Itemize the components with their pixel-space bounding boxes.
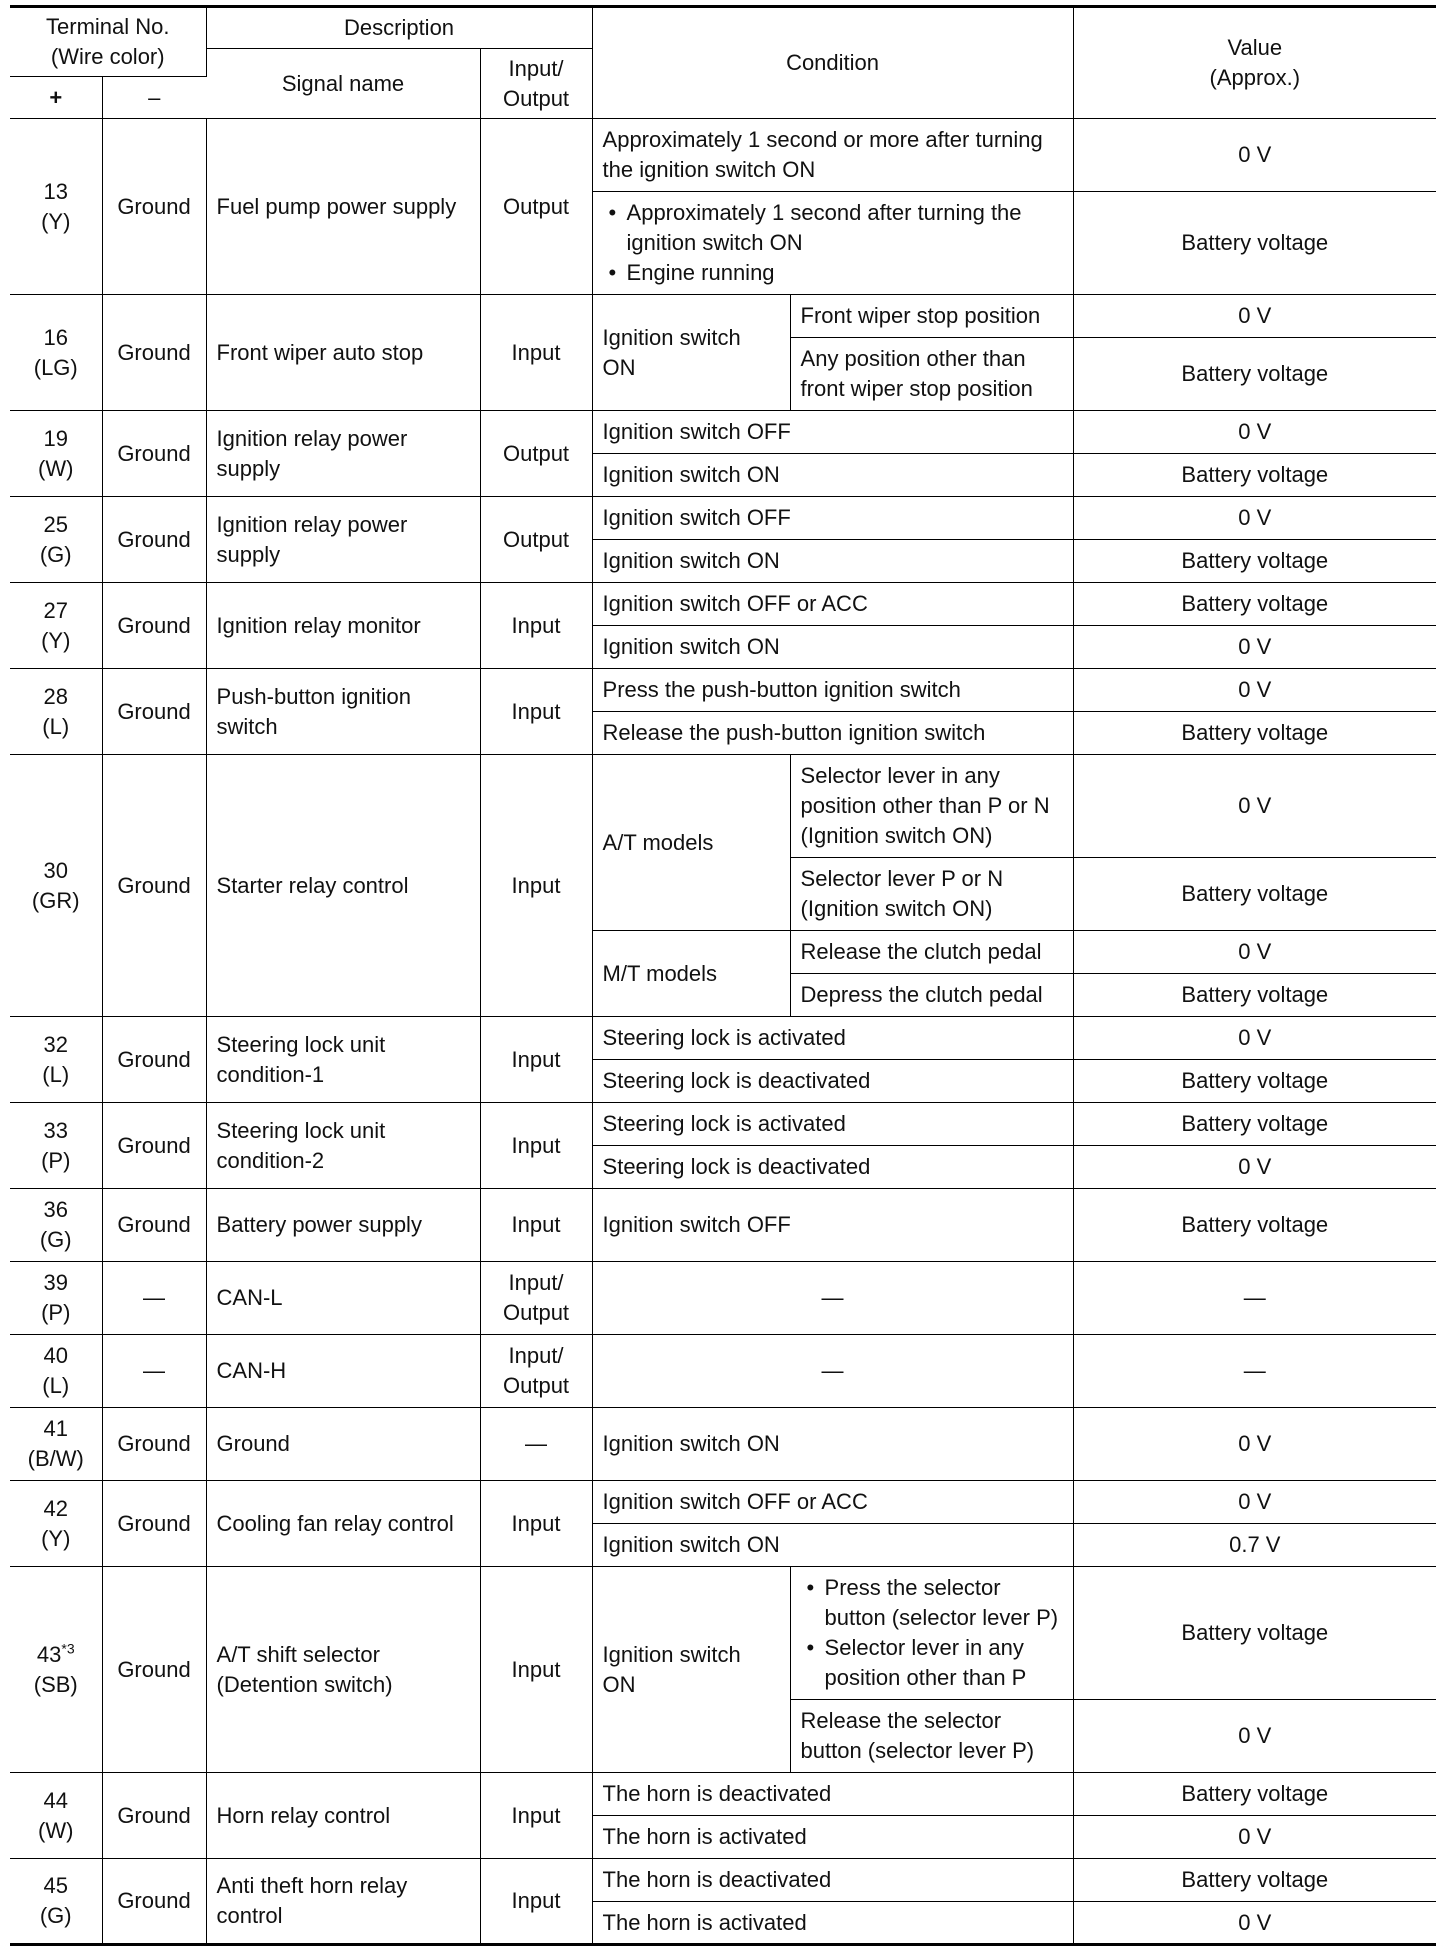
input-output: Input <box>480 1481 592 1567</box>
sub-condition: • Press the selector button (selector lever P) • Selector lever in any position other than P <box>790 1567 1073 1700</box>
table-row <box>10 1189 1436 1262</box>
input-output: Input <box>480 295 592 411</box>
value: Battery voltage <box>1073 540 1436 583</box>
value: 0 V <box>1073 1700 1436 1773</box>
value: Battery voltage <box>1073 712 1436 755</box>
ground-terminal: Ground <box>102 411 206 497</box>
value: 0 V <box>1073 295 1436 338</box>
ground-terminal: Ground <box>102 1859 206 1945</box>
terminal-number: 27 (Y) <box>10 583 102 669</box>
condition: The horn is activated <box>592 1902 1073 1945</box>
header-description: Description <box>206 7 592 49</box>
value: Battery voltage <box>1073 338 1436 411</box>
condition: Approximately 1 second or more after turning the ignition switch ON <box>592 119 1073 192</box>
condition: A/T models <box>592 755 790 931</box>
table-row <box>10 1262 1436 1335</box>
table-row <box>10 1335 1436 1408</box>
ground-terminal: Ground <box>102 1103 206 1189</box>
input-output: Output <box>480 119 592 295</box>
terminal-number: 19 (W) <box>10 411 102 497</box>
terminal-number: 30 (GR) <box>10 755 102 1017</box>
table-row <box>10 295 1436 338</box>
condition: Steering lock is deactivated <box>592 1060 1073 1103</box>
terminal-number: 25 (G) <box>10 497 102 583</box>
sub-condition: Release the selector button (selector lever P) <box>790 1700 1073 1773</box>
input-output: Input <box>480 1859 592 1945</box>
value: Battery voltage <box>1073 1060 1436 1103</box>
terminal-number: 28 (L) <box>10 669 102 755</box>
input-output: Input <box>480 1017 592 1103</box>
value: Battery voltage <box>1073 1103 1436 1146</box>
ground-terminal: Ground <box>102 755 206 1017</box>
table-row <box>10 119 1436 192</box>
value: Battery voltage <box>1073 1859 1436 1902</box>
condition: Press the push-button ignition switch <box>592 669 1073 712</box>
table-row <box>10 1481 1436 1524</box>
header-signal-name: Signal name <box>206 49 480 119</box>
table-row <box>10 1773 1436 1816</box>
terminal-number: 42 (Y) <box>10 1481 102 1567</box>
value: 0 V <box>1073 1902 1436 1945</box>
condition: M/T models <box>592 931 790 1017</box>
value: Battery voltage <box>1073 1567 1436 1700</box>
terminal-number: 41 (B/W) <box>10 1408 102 1481</box>
header-minus: – <box>102 77 206 119</box>
input-output: Output <box>480 411 592 497</box>
signal-name: CAN-L <box>206 1262 480 1335</box>
value: 0 V <box>1073 755 1436 858</box>
value: 0 V <box>1073 411 1436 454</box>
signal-name: CAN-H <box>206 1335 480 1408</box>
condition: Ignition switch OFF or ACC <box>592 1481 1073 1524</box>
value: 0 V <box>1073 1146 1436 1189</box>
terminal-number: 36 (G) <box>10 1189 102 1262</box>
table-row <box>10 1567 1436 1700</box>
condition: Release the push-button ignition switch <box>592 712 1073 755</box>
input-output: Input <box>480 755 592 1017</box>
header-input-output: Input/ Output <box>480 49 592 119</box>
table-row <box>10 755 1436 858</box>
signal-name: Cooling fan relay control <box>206 1481 480 1567</box>
condition: Ignition switch ON <box>592 1524 1073 1567</box>
condition: Ignition switch OFF or ACC <box>592 583 1073 626</box>
terminal-number: 44 (W) <box>10 1773 102 1859</box>
table-row <box>10 583 1436 626</box>
condition: Ignition switch ON <box>592 1408 1073 1481</box>
ground-terminal: — <box>102 1262 206 1335</box>
terminal-table <box>10 5 1436 1946</box>
condition: Ignition switch ON <box>592 454 1073 497</box>
condition: The horn is deactivated <box>592 1859 1073 1902</box>
signal-name: Steering lock unit condition-2 <box>206 1103 480 1189</box>
ground-terminal: — <box>102 1335 206 1408</box>
signal-name: Horn relay control <box>206 1773 480 1859</box>
ground-terminal: Ground <box>102 1481 206 1567</box>
ground-terminal: Ground <box>102 1567 206 1773</box>
condition: The horn is deactivated <box>592 1773 1073 1816</box>
table-row <box>10 1103 1436 1146</box>
value: 0 V <box>1073 1017 1436 1060</box>
sub-condition: Selector lever P or N (Ignition switch ON) <box>790 858 1073 931</box>
header-plus: + <box>10 77 102 119</box>
input-output: Output <box>480 497 592 583</box>
input-output: Input <box>480 1567 592 1773</box>
value: 0 V <box>1073 1816 1436 1859</box>
signal-name: Ground <box>206 1408 480 1481</box>
terminal-number: 40 (L) <box>10 1335 102 1408</box>
input-output: Input/ Output <box>480 1262 592 1335</box>
table-row <box>10 497 1436 540</box>
value: 0 V <box>1073 119 1436 192</box>
signal-name: Battery power supply <box>206 1189 480 1262</box>
signal-name: Starter relay control <box>206 755 480 1017</box>
ground-terminal: Ground <box>102 497 206 583</box>
condition: Steering lock is activated <box>592 1103 1073 1146</box>
terminal-number: 32 (L) <box>10 1017 102 1103</box>
input-output: Input/ Output <box>480 1335 592 1408</box>
terminal-number: 33 (P) <box>10 1103 102 1189</box>
value: 0 V <box>1073 669 1436 712</box>
ground-terminal: Ground <box>102 669 206 755</box>
terminal-number: 16 (LG) <box>10 295 102 411</box>
table-row <box>10 1408 1436 1481</box>
value: 0 V <box>1073 1481 1436 1524</box>
input-output: Input <box>480 1103 592 1189</box>
terminal-number: 39 (P) <box>10 1262 102 1335</box>
sub-condition: Front wiper stop position <box>790 295 1073 338</box>
ground-terminal: Ground <box>102 119 206 295</box>
terminal-number: 45 (G) <box>10 1859 102 1945</box>
ground-terminal: Ground <box>102 1408 206 1481</box>
signal-name: Push-button ignition switch <box>206 669 480 755</box>
ground-terminal: Ground <box>102 1189 206 1262</box>
value: Battery voltage <box>1073 192 1436 295</box>
condition: — <box>592 1335 1073 1408</box>
table-row <box>10 411 1436 454</box>
condition: Ignition switch OFF <box>592 1189 1073 1262</box>
input-output: Input <box>480 1773 592 1859</box>
signal-name: Ignition relay monitor <box>206 583 480 669</box>
signal-name: Anti theft horn relay control <box>206 1859 480 1945</box>
signal-name: Ignition relay power supply <box>206 411 480 497</box>
condition: Ignition switch OFF <box>592 411 1073 454</box>
condition: • Approximately 1 second after turning the ignition switch ON • Engine running <box>592 192 1073 295</box>
condition: Ignition switch ON <box>592 626 1073 669</box>
value: Battery voltage <box>1073 454 1436 497</box>
value: 0 V <box>1073 626 1436 669</box>
value: — <box>1073 1262 1436 1335</box>
condition: Ignition switch ON <box>592 1567 790 1773</box>
condition: Ignition switch OFF <box>592 497 1073 540</box>
signal-name: A/T shift selector (Detention switch) <box>206 1567 480 1773</box>
value: 0 V <box>1073 931 1436 974</box>
value: 0.7 V <box>1073 1524 1436 1567</box>
signal-name: Front wiper auto stop <box>206 295 480 411</box>
input-output: Input <box>480 1189 592 1262</box>
value: Battery voltage <box>1073 1773 1436 1816</box>
sub-condition: Depress the clutch pedal <box>790 974 1073 1017</box>
ground-terminal: Ground <box>102 583 206 669</box>
signal-name: Fuel pump power supply <box>206 119 480 295</box>
condition: Ignition switch ON <box>592 540 1073 583</box>
table-row <box>10 1017 1436 1060</box>
header-value: Value (Approx.) <box>1073 7 1436 119</box>
terminal-number: 43$^{*3}$ (SB) <box>10 1567 102 1773</box>
value: Battery voltage <box>1073 974 1436 1017</box>
sub-condition: Any position other than front wiper stop position <box>790 338 1073 411</box>
condition: Ignition switch ON <box>592 295 790 411</box>
input-output: — <box>480 1408 592 1481</box>
header-condition: Condition <box>592 7 1073 119</box>
sub-condition: Selector lever in any position other than P or N (Ignition switch ON) <box>790 755 1073 858</box>
input-output: Input <box>480 583 592 669</box>
value: — <box>1073 1335 1436 1408</box>
table-row <box>10 669 1436 712</box>
terminal-number: 13 (Y) <box>10 119 102 295</box>
condition: — <box>592 1262 1073 1335</box>
value: Battery voltage <box>1073 583 1436 626</box>
signal-name: Ignition relay power supply <box>206 497 480 583</box>
sub-condition: Release the clutch pedal <box>790 931 1073 974</box>
ground-terminal: Ground <box>102 1773 206 1859</box>
ground-terminal: Ground <box>102 295 206 411</box>
input-output: Input <box>480 669 592 755</box>
value: Battery voltage <box>1073 858 1436 931</box>
condition: Steering lock is activated <box>592 1017 1073 1060</box>
value: 0 V <box>1073 1408 1436 1481</box>
table-row <box>10 1859 1436 1902</box>
condition: The horn is activated <box>592 1816 1073 1859</box>
header-terminal-no: Terminal No. (Wire color) <box>10 7 206 77</box>
signal-name: Steering lock unit condition-1 <box>206 1017 480 1103</box>
value: Battery voltage <box>1073 1189 1436 1262</box>
condition: Steering lock is deactivated <box>592 1146 1073 1189</box>
ground-terminal: Ground <box>102 1017 206 1103</box>
value: 0 V <box>1073 497 1436 540</box>
